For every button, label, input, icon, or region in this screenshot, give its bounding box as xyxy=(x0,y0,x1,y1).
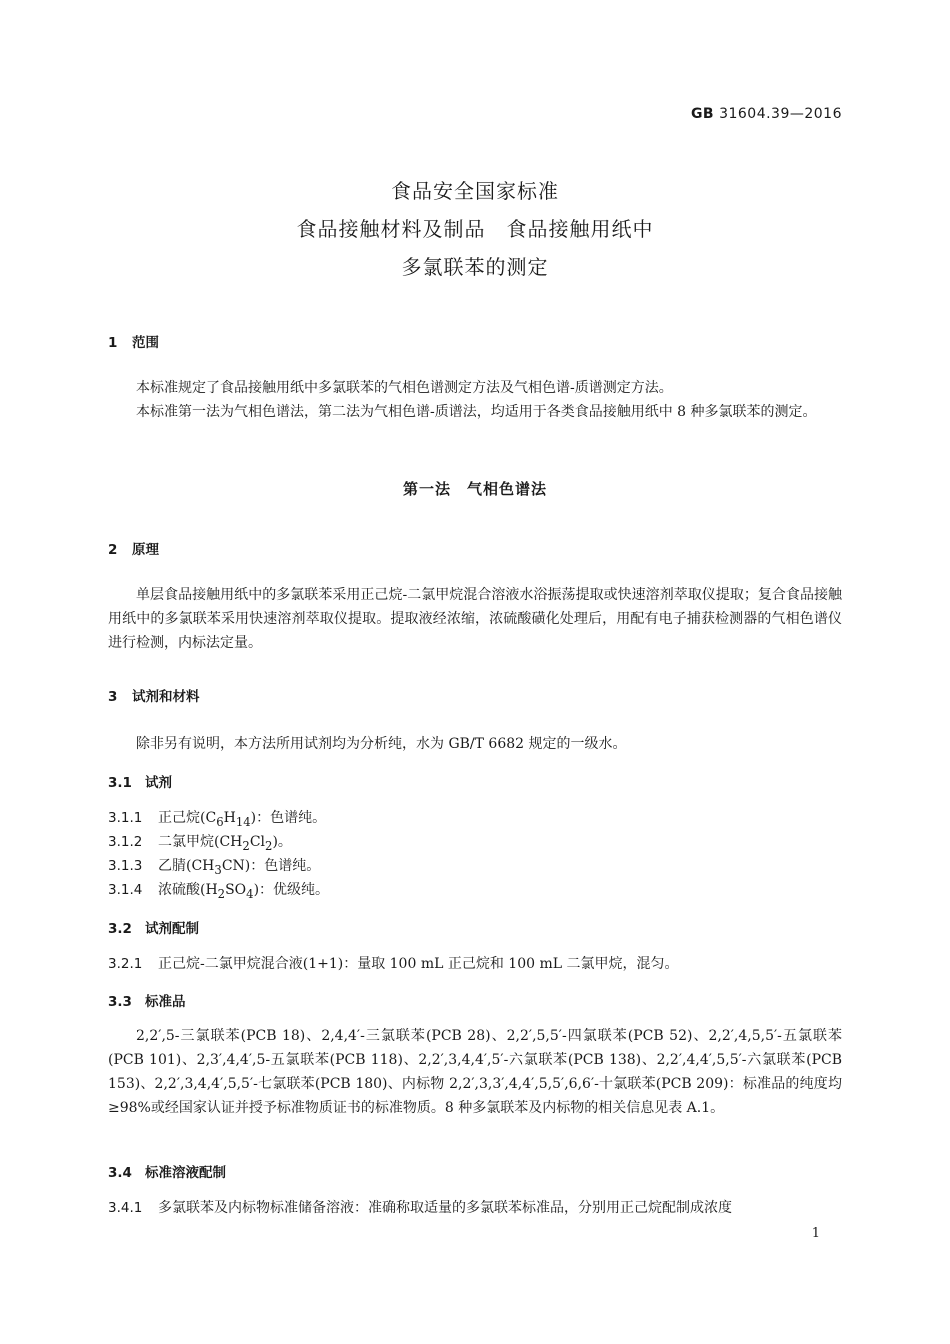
section-title: 原理 xyxy=(132,542,159,558)
method-1-title: 第一法 气相色谱法 xyxy=(402,480,547,498)
section-title: 试剂 xyxy=(145,775,172,791)
item-number: 3.1.1 xyxy=(108,810,143,826)
item-text: )：色谱纯。 xyxy=(250,810,327,826)
item-number: 3.2.1 xyxy=(108,956,143,972)
item-number: 3.1.2 xyxy=(108,834,143,850)
standard-code xyxy=(691,106,842,122)
item-number: 3.1.3 xyxy=(108,858,143,874)
item-number: 3.1.4 xyxy=(108,882,143,898)
section-3-3-paragraph: 2,2′,5-三氯联苯(PCB 18)、2,4,4′-三氯联苯(PCB 28)、2,2′,5,5′-四氯联苯(PCB 52)、2,2′,4,5,5′-五氯联苯(PCB 101)、2,3′,4,4′,5-五氯联苯(PCB 118)、2,2′,3,4,4′,5′-六氯联苯(PCB 138)、2,2′,4,4′,5,5′-六氯联苯(PCB 153)、2,2′,3,4,4′,5,5′-七氯联苯(PCB 180)、内标物 2,2′,3,3′,4,4′,5,5′,6,6′-十氯联苯(PCB 209)：标准品的纯度均≥98%或经国家认证并授予标准物质证书的标准物质。8 种多氯联苯及内标物的相关信息见表 A.1。 xyxy=(108,1028,842,1116)
item-text: H xyxy=(223,810,236,826)
subscript: 2 xyxy=(242,838,250,853)
item-text: 浓硫酸(H xyxy=(158,882,218,898)
section-1-paragraph-2: 本标准第一法为气相色谱法，第二法为气相色谱-质谱法，均适用于各类食品接触用纸中 8 种多氯联苯的测定。 xyxy=(136,404,817,420)
section-3-4-heading xyxy=(108,1161,226,1181)
title-line-2: 食品接触材料及制品 食品接触用纸中 xyxy=(296,217,654,241)
section-number: 3.4 xyxy=(108,1165,132,1181)
document-title xyxy=(0,176,950,290)
section-3-2-heading xyxy=(108,917,199,937)
item-text: )：色谱纯。 xyxy=(244,858,321,874)
subscript: 6 xyxy=(216,814,224,829)
item-text: Cl xyxy=(249,834,266,850)
section-number: 3.1 xyxy=(108,775,132,791)
section-1-heading xyxy=(108,331,159,351)
section-title: 范围 xyxy=(132,335,159,351)
section-2-paragraph: 单层食品接触用纸中的多氯联苯采用正己烷-二氯甲烷混合溶液水浴振荡提取或快速溶剂萃取仪提取；复合食品接触用纸中的多氯联苯采用快速溶剂萃取仪提取。提取液经浓缩，浓硫酸磺化处理后，用配有电子捕获检测器的气相色谱仪进行检测，内标法定量。 xyxy=(108,587,842,651)
title-line-1: 食品安全国家标准 xyxy=(391,179,559,203)
item-text: 乙腈(CH xyxy=(158,858,215,874)
subscript: 14 xyxy=(235,814,251,829)
item-text: 多氯联苯及内标物标准储备溶液：准确称取适量的多氯联苯标准品，分别用正己烷配制成浓度 xyxy=(158,1200,732,1216)
standard-prefix: GB xyxy=(690,106,715,122)
subscript: 4 xyxy=(246,886,254,901)
section-number: 3 xyxy=(108,689,118,705)
item-text: )。 xyxy=(272,834,292,850)
section-title: 标准品 xyxy=(145,994,186,1010)
section-title: 标准溶液配制 xyxy=(145,1165,226,1181)
item-text: 二氯甲烷(CH xyxy=(158,834,243,850)
section-1-paragraph-1: 本标准规定了食品接触用纸中多氯联苯的气相色谱测定方法及气相色谱-质谱测定方法。 xyxy=(136,380,673,396)
subscript: 2 xyxy=(265,838,273,853)
section-title: 试剂配制 xyxy=(145,921,199,937)
section-2-heading xyxy=(108,538,159,558)
section-3-3-heading xyxy=(108,990,186,1010)
section-3-1-heading xyxy=(108,771,172,791)
reagent-item xyxy=(108,878,842,906)
section-title: 试剂和材料 xyxy=(132,689,200,705)
item-text: SO xyxy=(225,882,247,898)
page-number: 1 xyxy=(811,1226,820,1241)
subscript: 2 xyxy=(217,886,226,901)
section-number: 1 xyxy=(108,335,118,351)
item-text: 正己烷-二氯甲烷混合液(1+1)：量取 100 mL 正己烷和 100 mL 二氯甲烷，混匀。 xyxy=(158,956,679,972)
standard-number: 31604.39—2016 xyxy=(719,106,842,122)
section-number: 2 xyxy=(108,542,118,558)
solution-item xyxy=(108,1196,842,1220)
item-text: )：优级纯。 xyxy=(253,882,330,898)
section-number: 3.2 xyxy=(108,921,132,937)
item-number: 3.4.1 xyxy=(108,1200,143,1216)
preparation-item xyxy=(108,952,842,976)
title-line-3: 多氯联苯的测定 xyxy=(401,255,549,279)
section-3-paragraph: 除非另有说明，本方法所用试剂均为分析纯，水为 GB/T 6682 规定的一级水。 xyxy=(136,736,627,752)
subscript: 3 xyxy=(214,862,222,877)
section-3-heading xyxy=(108,685,200,705)
section-number: 3.3 xyxy=(108,994,132,1010)
item-text: 正己烷(C xyxy=(158,810,217,826)
item-text: CN xyxy=(221,858,245,874)
